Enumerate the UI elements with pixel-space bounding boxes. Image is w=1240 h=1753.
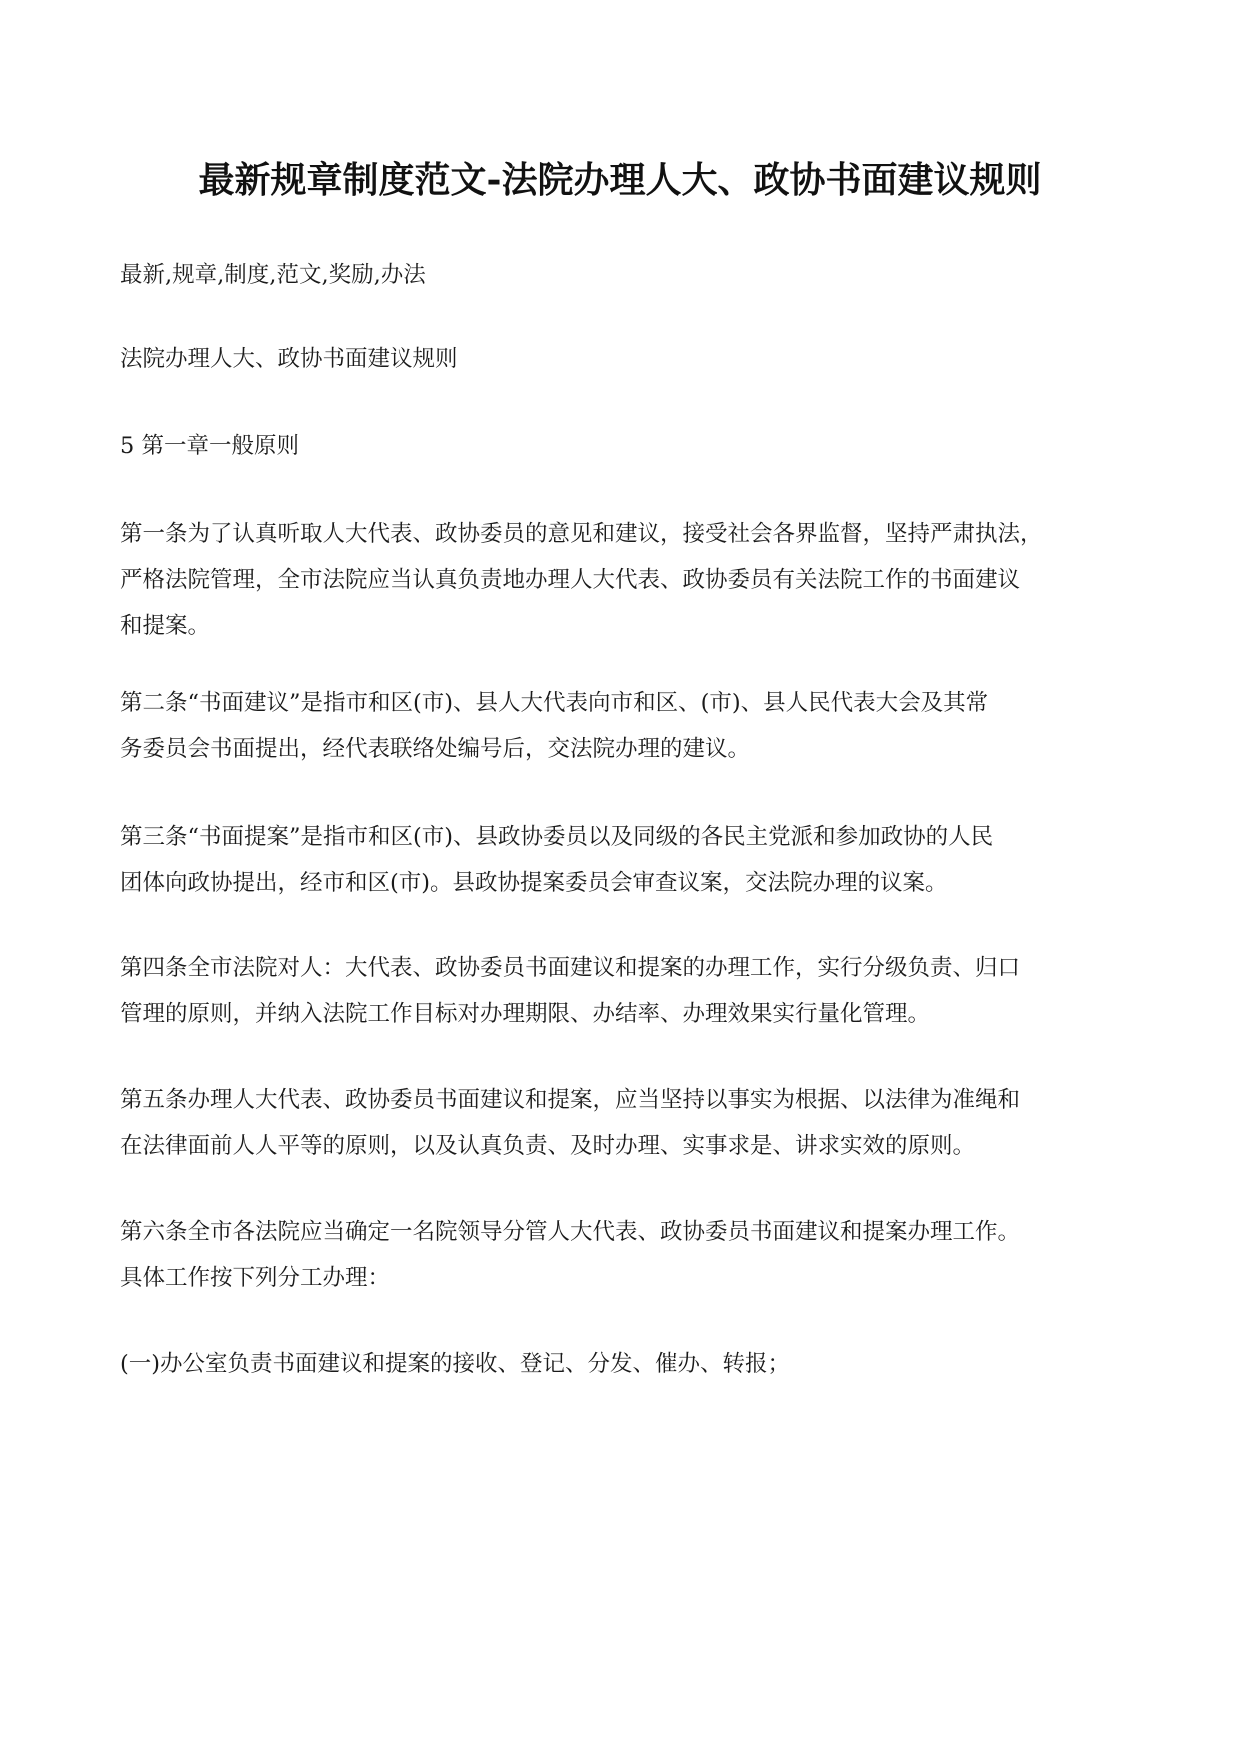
article-4-line-1: 第四条全市法院对人：大代表、政协委员书面建议和提案的办理工作，实行分级负责、归口 [120, 955, 1021, 981]
article-2-line-2: 务委员会书面提出，经代表联络处编号后，交法院办理的建议。 [120, 736, 751, 762]
article-1 [120, 511, 1125, 649]
article-6-item-1 [120, 1341, 1125, 1387]
article-1-line-2: 严格法院管理，全市法院应当认真负责地办理人大代表、政协委员有关法院工作的书面建议 [120, 567, 1021, 593]
document-subtitle: 法院办理人大、政协书面建议规则 [120, 346, 458, 372]
chapter-heading: 5 第一章一般原则 [120, 433, 299, 459]
article-6-line-2: 具体工作按下列分工办理： [120, 1265, 391, 1291]
article-3-line-1: 第三条“书面提案”是指市和区(市)、县政协委员以及同级的各民主党派和参加政协的人民 [120, 824, 994, 850]
article-2 [120, 680, 1125, 772]
article-4-line-2: 管理的原则，并纳入法院工作目标对办理期限、办结率、办理效果实行量化管理。 [120, 1001, 931, 1027]
article-3-line-2: 团体向政协提出，经市和区(市)。县政协提案委员会审查议案，交法院办理的议案。 [120, 870, 948, 896]
article-2-line-1: 第二条“书面建议”是指市和区(市)、县人大代表向市和区、(市)、县人民代表大会及其常 [120, 690, 989, 716]
article-1-line-1: 第一条为了认真听取人大代表、政协委员的意见和建议，接受社会各界监督，坚持严肃执法， [120, 521, 1043, 547]
article-4 [120, 945, 1125, 1037]
article-6-item-1-line: (一)办公室负责书面建议和提案的接收、登记、分发、催办、转报； [120, 1351, 791, 1377]
article-1-line-3: 和提案。 [120, 613, 211, 639]
article-6 [120, 1209, 1125, 1301]
article-3 [120, 814, 1125, 906]
document-title: 最新规章制度范文-法院办理人大、政协书面建议规则 [198, 159, 1042, 201]
article-5-line-2: 在法律面前人人平等的原则，以及认真负责、及时办理、实事求是、讲求实效的原则。 [120, 1133, 976, 1159]
article-6-line-1: 第六条全市各法院应当确定一名院领导分管人大代表、政协委员书面建议和提案办理工作。 [120, 1219, 1021, 1245]
article-5-line-1: 第五条办理人大代表、政协委员书面建议和提案，应当坚持以事实为根据、以法律为准绳和 [120, 1087, 1021, 1113]
article-5 [120, 1077, 1125, 1169]
keywords-line: 最新,规章,制度,范文,奖励,办法 [120, 262, 426, 288]
